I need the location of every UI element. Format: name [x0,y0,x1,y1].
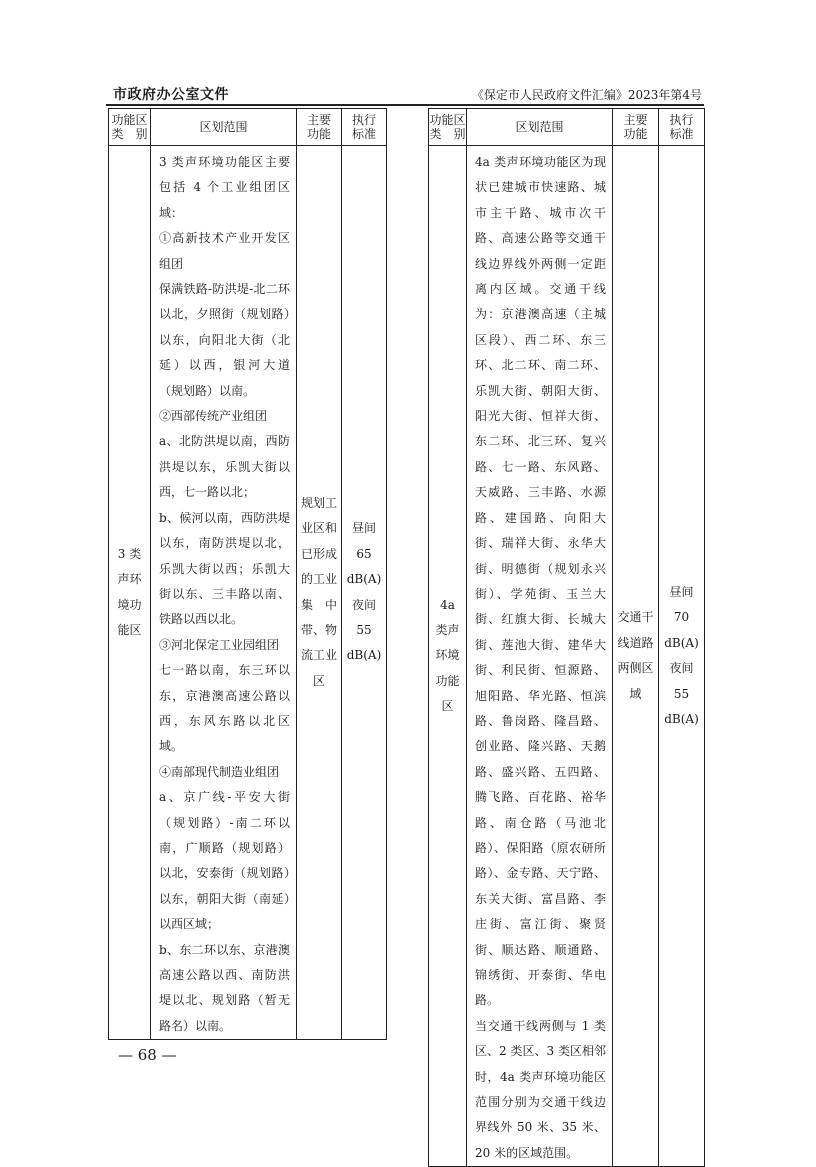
table-row [429,146,705,1167]
header-range: 区划范围 [151,109,297,146]
zone-function-cell: 交通干 线道路 两侧区 域 [613,146,659,1167]
zone-range-cell: 3 类声环境功能区主要包括 4 个工业组团区域： ①高新技术产业开发区组团 保满铁路-防洪堤-北二环以北，夕照街（规划路）以东，向阳北大街（北延）以西，银河大道（规划路）以南。 ②西部传统产业组团 a、北防洪堤以南，西防洪堤以东，乐凯大街以西，七一路以北； b、候河以南，西防洪堤以东，南防洪堤以北，乐凯大街以西；乐凯大街以东、三丰路以南、铁路以西以北。 ③河北保定工业园组团 七一路以南，东三环以东，京港澳高速公路以西，东风东路以北区域。 ④南部现代制造业组团 a、京广线-平安大街（规划路）-南二环以南，广顺路（规划路）以北，安泰街（规划路）以东，朝阳大街（南延）以西区域； b、东二环以东、京港澳高速公路以西、南防洪堤以北、规划路（暂无路名）以南。 [151,146,297,1040]
zone-category-cell: 4a 类声 环境 功能 区 [429,146,467,1167]
document-header-title: 市政府办公室文件 [113,87,229,103]
zone-range-cell: 4a 类声环境功能区为现状已建城市快速路、城市主干路、城市次干路、高速公路等交通干线边界线外两侧一定距离内区域。交通干线为：京港澳高速（主城区段）、西二环、东三环、北二环、南二环、乐凯大街、朝阳大街、阳光大街、恒祥大街、东二环、北三环、复兴路、七一路、东风路、天威路、三丰路、水源路、建国路、向阳大街、瑞祥大街、永华大街、明德街（规划永兴街）、学苑街、玉兰大街、红旗大街、长城大街、莲池大街、建华大街、利民街、恒源路、旭阳路、华光路、恒滨路、鲁岗路、隆昌路、创业路、隆兴路、天鹅路、盛兴路、五四路、腾飞路、百花路、裕华路、南仓路（马池北路）、保阳路（原农研所路）、金专路、天宁路、东关大街、富昌路、李庄街、富江街、聚贤街、顺达路、顺通路、锦绣街、开泰街、华电路。 当交通干线两侧与 1 类区、2 类区、3 类区相邻时，4a 类声环境功能区范围分别为交通干线边界线外 50 米、35 米、20 米的区域范围。 [467,146,613,1167]
header-standard: 执行 标准 [659,109,705,146]
header-standard: 执行 标准 [342,109,387,146]
table-header-row [429,109,705,146]
table-header-row [109,109,387,146]
noise-zone-table-left [108,108,387,1040]
table-row [109,146,387,1040]
publication-header: 《保定市人民政府文件汇编》2023年第4号 [471,88,702,102]
header-category: 功能区 类 别 [429,109,467,146]
header-range: 区划范围 [467,109,613,146]
zone-standard-cell: 昼间 70 dB(A) 夜间 55 dB(A) [659,146,705,1167]
zone-standard-cell: 昼间 65 dB(A) 夜间 55 dB(A) [342,146,387,1040]
zone-category-cell: 3 类 声环 境功 能区 [109,146,151,1040]
noise-zone-table-right [428,108,705,1167]
zone-function-cell: 规划工 业区和 已形成 的工业 集 中 带、物 流工业 区 [297,146,342,1040]
header-function: 主要 功能 [613,109,659,146]
header-category: 功能区 类 别 [109,109,151,146]
header-function: 主要 功能 [297,109,342,146]
header-rule [106,104,704,106]
page-number: — 68 — [118,1046,177,1064]
